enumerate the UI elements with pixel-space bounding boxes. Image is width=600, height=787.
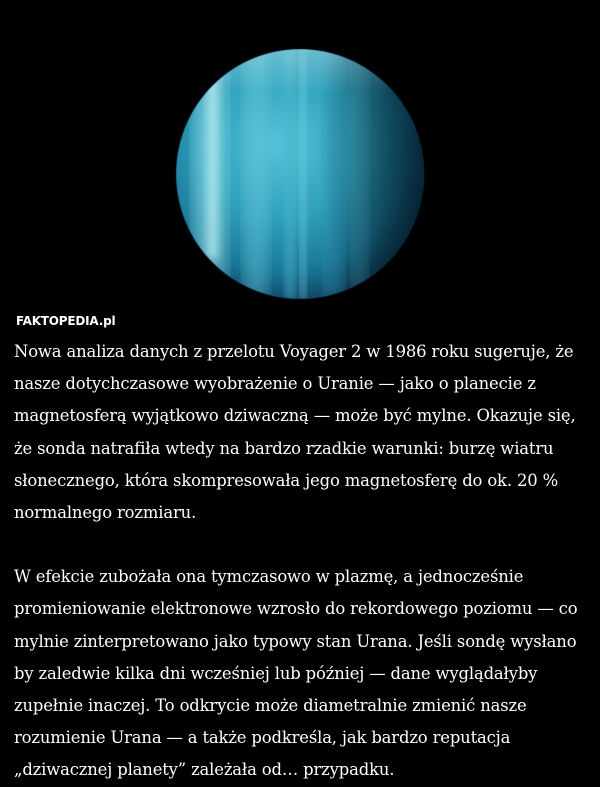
caption-text-block (14, 336, 592, 787)
caption-paragraph-2: W efekcie zubożała ona tymczasowo w plazmę, a jednocześnie promieniowanie elektronowe wzrosło do rekordowego poziomu — co mylnie zinterpretowano jako typowy stan Urana. Jeśli sondę wysłano by zaledwie kilka dni wcześniej lub później — dane wyglądałyby zupełnie inaczej. To odkrycie może diametralnie zmienić nasze rozumienie Urana — a także podkreśla, jak bardzo reputacja „dziwacznej planety” zależała od… przypadku. (14, 567, 578, 780)
space-background (0, 0, 600, 320)
faktopedia-watermark: FAKTOPEDIA.pl (16, 314, 116, 328)
uranus-planet-image (175, 48, 425, 300)
caption-paragraph-1: Nowa analiza danych z przelotu Voyager 2 w 1986 roku sugeruje, że nasze dotychczasowe wyobrażenie o Uranie — jako o planecie z magnetosferą wyjątkowo dziwaczną — może być mylne. Okazuje się, że sonda natrafiła wtedy na bardzo rzadkie warunki: burzę wiatru słonecznego, która skompresowała jego magnetosferę do ok. 20 % normalnego rozmiaru. (14, 342, 576, 523)
planet-graphic (175, 48, 425, 300)
